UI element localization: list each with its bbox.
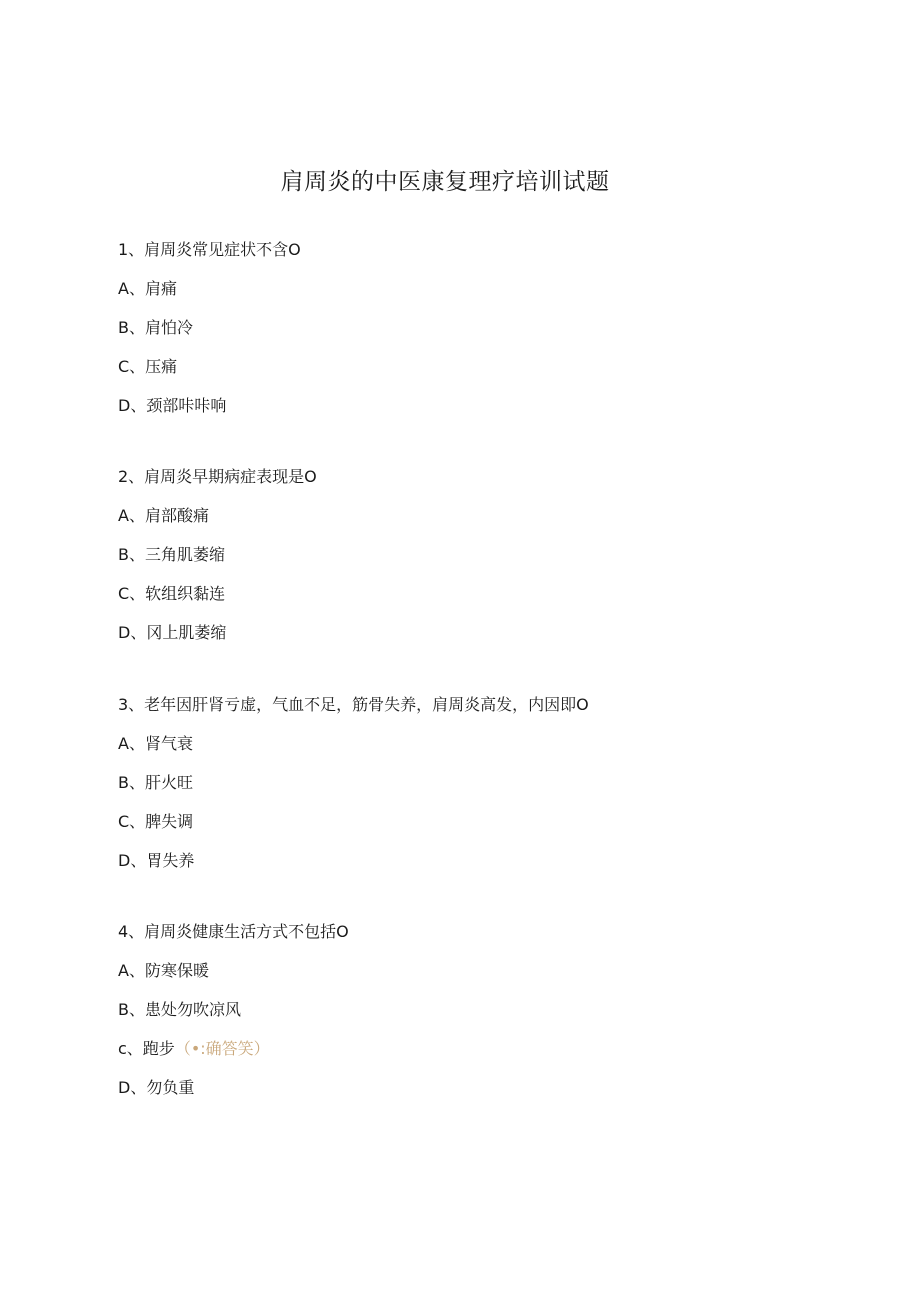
option-c: c、跑步	[118, 1039, 175, 1058]
question-2	[118, 467, 818, 662]
question-stem: 4、肩周炎健康生活方式不包括O	[118, 922, 349, 941]
question-1	[118, 240, 818, 435]
option-d: D、勿负重	[118, 1078, 195, 1097]
option-b: B、肝火旺	[118, 773, 193, 792]
option-b: B、肩怕冷	[118, 318, 193, 337]
option-b: B、患处勿吹凉风	[118, 1000, 241, 1019]
option-d: D、冈上肌萎缩	[118, 623, 227, 642]
option-c: C、软组织黏连	[118, 584, 226, 603]
option-c-line	[118, 1039, 818, 1059]
option-a: A、肩部酸痛	[118, 506, 209, 525]
question-stem: 3、老年因肝肾亏虚，气血不足，筋骨失养，肩周炎高发，内因即O	[118, 695, 589, 714]
answer-note: （•:确答笑）	[174, 1039, 270, 1058]
option-d: D、颈部咔咔响	[118, 396, 227, 415]
option-d: D、胃失养	[118, 851, 195, 870]
question-stem: 1、肩周炎常见症状不含O	[118, 240, 301, 259]
option-c: C、脾失调	[118, 812, 194, 831]
option-a: A、肩痛	[118, 279, 177, 298]
option-c: C、压痛	[118, 357, 178, 376]
option-a: A、防寒保暖	[118, 961, 209, 980]
option-b: B、三角肌萎缩	[118, 545, 225, 564]
page-title: 肩周炎的中医康复理疗培训试题	[280, 169, 610, 195]
option-a: A、肾气衰	[118, 734, 193, 753]
question-3	[118, 695, 818, 890]
question-stem: 2、肩周炎早期病症表现是O	[118, 467, 317, 486]
question-4	[118, 922, 818, 1117]
